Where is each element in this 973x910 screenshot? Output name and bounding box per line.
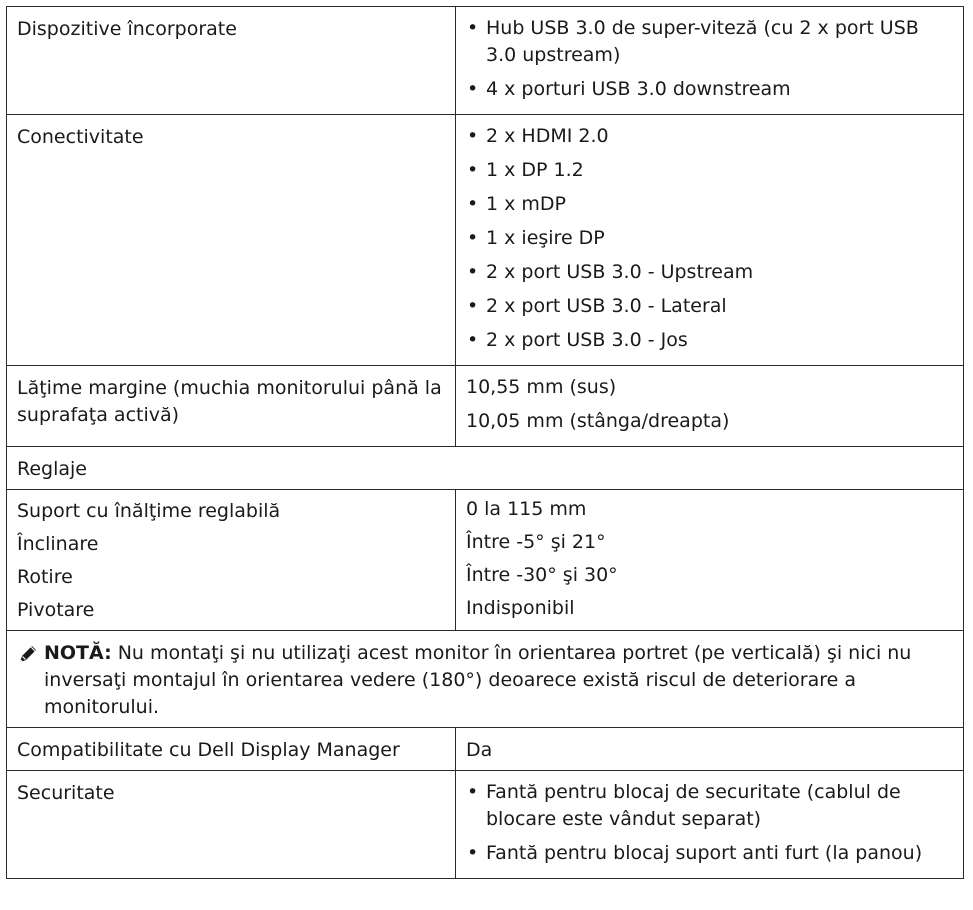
list-item bbox=[466, 123, 953, 150]
row-value-built-in bbox=[456, 7, 964, 115]
list-item-text: 2 x port USB 3.0 - Lateral bbox=[486, 295, 727, 317]
section-header-adjust: Reglaje bbox=[7, 447, 964, 490]
list-item-text: 2 x port USB 3.0 - Upstream bbox=[486, 261, 754, 283]
list-item bbox=[466, 76, 953, 103]
bullet-icon: • bbox=[467, 193, 479, 215]
bullet-icon: • bbox=[467, 17, 479, 39]
row-label-bezel: Lăţime margine (muchia monitorului până la suprafaţa activă) bbox=[7, 366, 456, 447]
built-in-list bbox=[466, 15, 953, 103]
bullet-icon: • bbox=[467, 295, 479, 317]
row-label-ddm: Compatibilitate cu Dell Display Manager bbox=[7, 728, 456, 771]
row-value-pivot: Indisponibil bbox=[456, 594, 964, 631]
table-row bbox=[7, 594, 964, 631]
specifications-table bbox=[6, 6, 964, 879]
row-value-height: 0 la 115 mm bbox=[456, 490, 964, 529]
row-value-tilt: Între -5° şi 21° bbox=[456, 528, 964, 561]
table-row bbox=[7, 115, 964, 366]
table-row bbox=[7, 366, 964, 447]
list-item-text: 1 x mDP bbox=[486, 193, 567, 215]
table-row bbox=[7, 631, 964, 728]
table-row bbox=[7, 561, 964, 594]
row-value-ddm: Da bbox=[456, 728, 964, 771]
list-item bbox=[466, 15, 953, 69]
note-label: NOTĂ: bbox=[44, 642, 112, 664]
note-text: Nu montaţi şi nu utilizaţi acest monitor în orientarea portret (pe verticală) şi nici nu inversaţi montajul în orientarea vedere (180°) deoarece există riscul de deteriorare a monitorului. bbox=[44, 642, 912, 718]
row-label-built-in: Dispozitive încorporate bbox=[7, 7, 456, 115]
bullet-icon: • bbox=[467, 781, 479, 803]
table-row bbox=[7, 771, 964, 879]
list-item-text: 2 x HDMI 2.0 bbox=[486, 125, 609, 147]
row-label-connectivity: Conectivitate bbox=[7, 115, 456, 366]
bullet-icon: • bbox=[467, 227, 479, 249]
list-item bbox=[466, 327, 953, 354]
row-label-tilt: Înclinare bbox=[7, 528, 456, 561]
table-row bbox=[7, 528, 964, 561]
connectivity-list bbox=[466, 123, 953, 354]
bezel-side-value: 10,05 mm (stânga/dreapta) bbox=[466, 410, 730, 432]
table-row bbox=[7, 447, 964, 490]
list-item bbox=[466, 840, 953, 867]
list-item-text: 4 x porturi USB 3.0 downstream bbox=[486, 78, 791, 100]
bullet-icon: • bbox=[467, 842, 479, 864]
row-label-pivot: Pivotare bbox=[7, 594, 456, 631]
table-row bbox=[7, 490, 964, 529]
list-item-text: 1 x DP 1.2 bbox=[486, 159, 584, 181]
note-cell bbox=[7, 631, 964, 728]
list-item bbox=[466, 157, 953, 184]
list-item-text: 1 x ieşire DP bbox=[486, 227, 605, 249]
list-item-text: Hub USB 3.0 de super-viteză (cu 2 x port USB 3.0 upstream) bbox=[486, 17, 919, 66]
list-item-text: Fantă pentru blocaj suport anti furt (la panou) bbox=[486, 842, 923, 864]
bullet-icon: • bbox=[467, 329, 479, 351]
row-value-connectivity bbox=[456, 115, 964, 366]
table-row bbox=[7, 7, 964, 115]
row-label-swivel: Rotire bbox=[7, 561, 456, 594]
security-list bbox=[466, 779, 953, 867]
row-value-swivel: Între -30° şi 30° bbox=[456, 561, 964, 594]
list-item-text: 2 x port USB 3.0 - Jos bbox=[486, 329, 688, 351]
note-block bbox=[17, 640, 953, 721]
bullet-icon: • bbox=[467, 78, 479, 100]
row-value-bezel bbox=[456, 366, 964, 447]
list-item bbox=[466, 191, 953, 218]
pencil-note-icon bbox=[17, 643, 39, 665]
row-label-security: Securitate bbox=[7, 771, 456, 879]
list-item bbox=[466, 225, 953, 252]
list-item bbox=[466, 779, 953, 833]
list-item-text: Fantă pentru blocaj de securitate (cablul de blocare este vândut separat) bbox=[486, 781, 901, 830]
bullet-icon: • bbox=[467, 159, 479, 181]
list-item bbox=[466, 293, 953, 320]
table-row bbox=[7, 728, 964, 771]
row-value-security bbox=[456, 771, 964, 879]
bullet-icon: • bbox=[467, 125, 479, 147]
bezel-top-value: 10,55 mm (sus) bbox=[466, 376, 617, 398]
bullet-icon: • bbox=[467, 261, 479, 283]
list-item bbox=[466, 259, 953, 286]
row-label-height: Suport cu înălţime reglabilă bbox=[7, 490, 456, 529]
